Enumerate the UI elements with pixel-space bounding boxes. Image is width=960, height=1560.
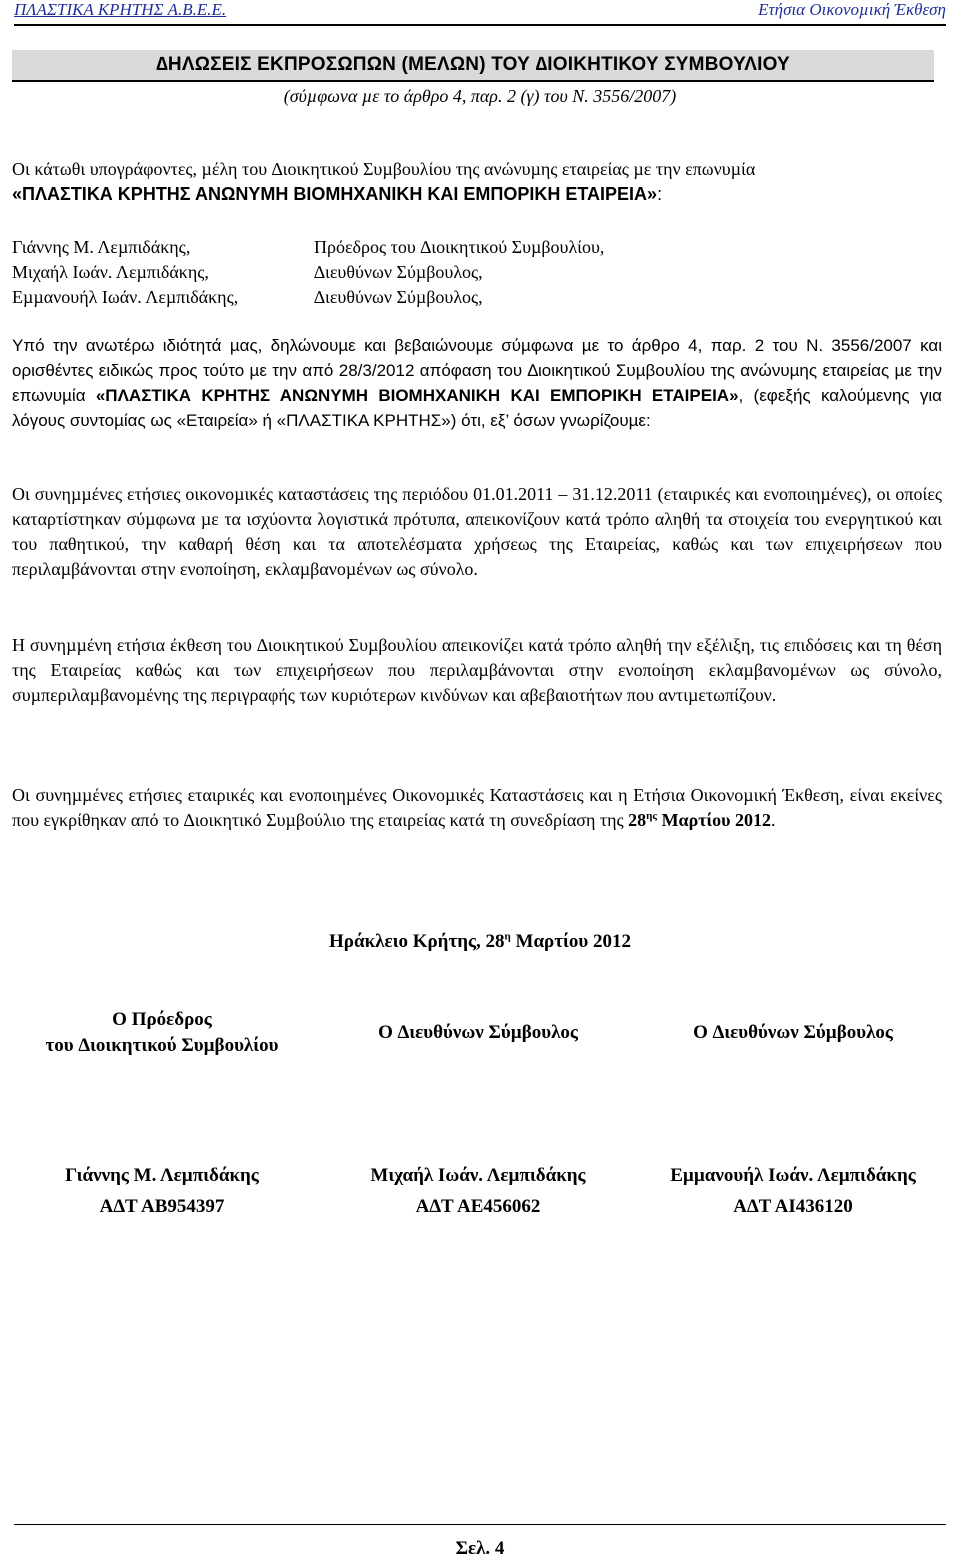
member-position: ∆ιευθύνων Σύµβουλος, [314,287,483,307]
place-date [0,931,960,953]
financial-statements-paragraph: Οι συνηµµένες ετήσιες οικονοµικές καταστάσεις της περιόδου 01.01.2011 – 31.12.2011 (εταιρικές και ενοποιηµένες), οι οποίες καταρτίστηκαν σύµφωνα µε τα ισχύοντα λογιστικά πρότυπα, απεικονίζουν κατά τρόπο αληθή τα στοιχεία του ενεργητικού και του παθητικού, την καθαρή θέση και τα αποτελέσµατα χρήσεως της Εταιρείας, καθώς και των επιχειρήσεων που περιλαµβάνονται στην ενοποίηση, εκλαµβανοµένων ως σύνολο. [12,484,942,579]
page-number: Σελ. 4 [455,1538,505,1559]
member-name: Εµµανουήλ Ιωάν. Λεµπιδάκης, [12,287,239,307]
header-report-title: Ετήσια Οικονοµική Έκθεση [758,0,946,19]
signature-block-1 [12,1160,312,1222]
signature-title-line: του ∆ιοικητικού Συµβουλίου [45,1035,279,1056]
signature-title-line: Ο ∆ιευθύνων Σύµβουλος [693,1022,893,1043]
member-name: Μιχαήλ Ιωάν. Λεµπιδάκης, [12,262,209,282]
member-row [12,235,712,260]
member-row [12,285,712,310]
document-subtitle: (σύµφωνα µε το άρθρο 4, παρ. 2 (γ) του Ν. 3556/2007) [283,86,677,106]
approval-day: 28 [628,810,647,830]
member-name: Γιάννης Μ. Λεµπιδάκης, [12,237,191,257]
declaration-text: Υπό την ανωτέρω ιδιότητά µας, δηλώνουµε και βεβαιώνουµε σύµφωνα µε το άρθρο 4, παρ. 2 του Ν. 3556/2007 και ορισθέντες ειδικώς προς τούτο µε την από 28/3/2012 απόφαση του ∆ιοικητικού Συµβουλίου της ανώνυµης εταιρείας µε την επωνυµία [12,336,942,405]
signature-block-3 [630,1160,956,1222]
intro-company: «ΠΛΑΣΤΙΚΑ ΚΡΗΤΗΣ ΑΝΩΝΥΜΗ ΒΙΟΜΗΧΑΝΙΚΗ ΚΑΙ ΕΜΠΟΡΙΚΗ ΕΤΑΙΡΕΙΑ» [12,184,658,204]
approval-day-suffix: ης [646,810,658,822]
place-date-month: Μαρτίου 2012 [510,931,631,952]
intro-line: Οι κάτωθι υπογράφοντες, µέλη του ∆ιοικητικού Συµβουλίου της ανώνυµης εταιρείας µε την επωνυµία [12,159,756,179]
signatory-name: Μιχαήλ Ιωάν. Λεµπιδάκης [370,1165,586,1186]
intro-colon: : [657,184,663,204]
signatory-id: Α∆Τ ΑΕ456062 [415,1196,541,1217]
board-members [12,235,712,310]
document-title: ∆ΗΛΩΣΕΙΣ ΕΚΠΡΟΣΩΠΩΝ (ΜΕΛΩΝ) ΤΟΥ ∆ΙΟΙΚΗΤΙΚΟΥ ΣΥΜΒΟΥΛΙΟΥ [12,50,934,82]
place-date-prefix: Ηράκλειο Κρήτης, 28 [329,931,505,952]
signature-title-line: Ο Πρόεδρος [112,1009,212,1030]
signatory-id: Α∆Τ ΑΙ436120 [733,1196,853,1217]
member-position: ∆ιευθύνων Σύµβουλος, [314,262,483,282]
signature-title-line: Ο ∆ιευθύνων Σύµβουλος [378,1022,578,1043]
signature-block-2 [328,1160,628,1222]
declaration-paragraph [12,333,942,433]
signature-title-ceo-2 [643,1020,943,1046]
approval-text: Οι συνηµµένες ετήσιες εταιρικές και ενοποιηµένες Οικονοµικές Καταστάσεις και η Ετήσια Οικονοµική Έκθεση, είναι εκείνες που εγκρίθηκαν από το ∆ιοικητικό Συµβούλιο της εταιρείας κατά τη συνεδρίαση της [12,785,942,830]
signatory-name: Γιάννης Μ. Λεµπιδάκης [65,1165,259,1186]
member-row [12,260,712,285]
footer-divider [14,1524,946,1525]
approval-date: Μαρτίου 2012 [657,810,771,830]
header-company: ΠΛΑΣΤΙΚΑ ΚΡΗΤΗΣ Α.Β.Ε.Ε. [14,0,227,19]
signature-title-chairman [12,1007,312,1059]
board-report-paragraph: Η συνηµµένη ετήσια έκθεση του ∆ιοικητικού Συµβουλίου απεικονίζει κατά τρόπο αληθή την εξέλιξη, τις επιδόσεις και τη θέση της Εταιρείας καθώς και των επιχειρήσεων που περιλαµβάνονται στην ενοποίηση εκλαµβανοµένων ως σύνολο, συµπεριλαµβανοµένης της περιγραφής των κυριότερων κινδύνων και αβεβαιοτήτων που αντιµετωπίζουν. [12,635,942,705]
page-header [14,0,946,26]
signature-title-ceo-1 [328,1020,628,1046]
signatory-id: Α∆Τ ΑΒ954397 [99,1196,225,1217]
approval-end: . [770,810,776,830]
place-date-suffix: η [504,930,511,943]
member-position: Πρόεδρος του ∆ιοικητικού Συµβουλίου, [314,237,605,257]
declaration-company: «ΠΛΑΣΤΙΚΑ ΚΡΗΤΗΣ ΑΝΩΝΥΜΗ ΒΙΟΜΗΧΑΝΙΚΗ ΚΑΙ ΕΜΠΟΡΙΚΗ ΕΤΑΙΡΕΙΑ» [95,386,739,405]
declaration-text-end: , (εφεξής καλούµενης για λόγους συντοµίας ως «Εταιρεία» ή «ΠΛΑΣΤΙΚΑ ΚΡΗΤΗΣ») ότι, εξ’ όσων γνωρίζουµε: [12,386,942,430]
approval-paragraph [12,783,942,833]
signatory-name: Εµµανουήλ Ιωάν. Λεµπιδάκης [670,1165,916,1186]
intro-paragraph [12,157,942,207]
